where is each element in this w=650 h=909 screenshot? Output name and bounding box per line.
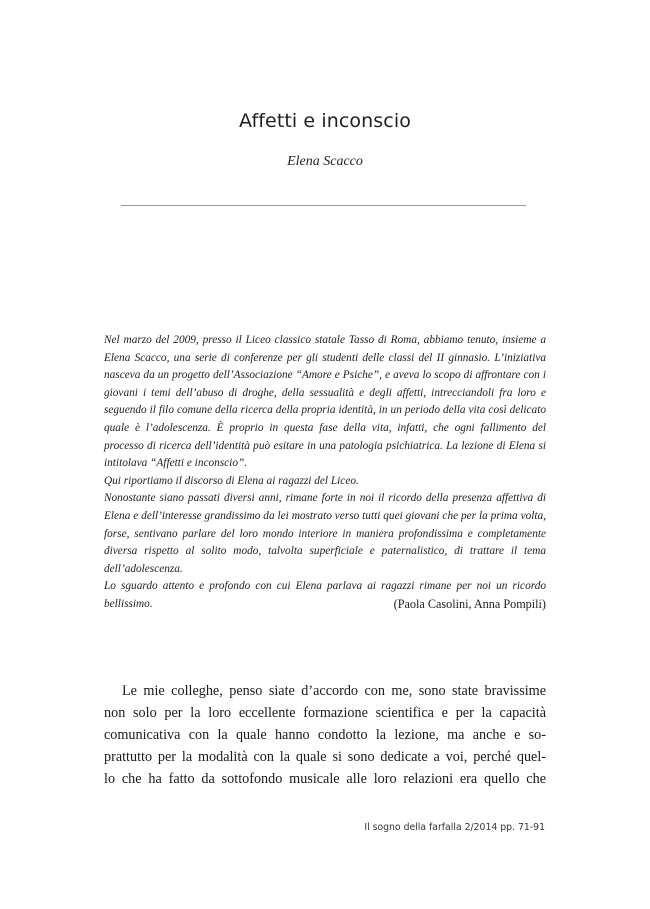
body-line: lo che ha fatto da sottofondo musicale alle loro relazioni era quello che	[104, 771, 546, 787]
body-line: Le mie colleghe, penso siate d’accordo con me, sono state bravissime	[122, 683, 546, 699]
introduction-abstract	[104, 332, 546, 614]
abstract-paragraph: Lo sguardo attento e profondo con cui Elena parlava ai ragazzi rimane per noi un ricordo bellissimo.	[104, 580, 546, 610]
abstract-paragraph: Qui riportiamo il discorso di Elena ai ragazzi del Liceo.	[104, 474, 359, 487]
abstract-signature: (Paola Casolini, Anna Pompili)	[393, 597, 546, 611]
title-divider	[121, 205, 526, 206]
abstract-paragraph: Nel marzo del 2009, presso il Liceo classico statale Tasso di Roma, abbiamo tenuto, insieme a Elena Scacco, una serie di conferenze per gli studenti delle classi del II ginnasio. L’iniziativa nasceva da un progetto dell’Associazione “Amore e Psiche”, e aveva lo scopo di affrontare con i giovani i temi dell’abuso di droghe, della sessualità e degli affetti, intrecciandoli fra loro e seguendo il filo comune della ricerca della propria identità, in un periodo della vita così delicato quale è l’adolescenza. È proprio in questa fase della vita, infatti, che ogni fallimento del processo di ricerca dell’identità può esitare in una patologia psichiatrica. La lezione di Elena si intitolava “Affetti e inconscio”.	[104, 334, 546, 470]
article-title: Affetti e inconscio	[239, 110, 411, 132]
body-line: non solo per la loro eccellente formazione scientifica e per la capacità	[104, 705, 546, 721]
abstract-paragraph: Nonostante siano passati diversi anni, rimane forte in noi il ricordo della presenza affettiva di Elena e dell’interesse grandissimo da lei mostrato verso tutti quei giovani che per la prima volta, forse, sentivano parlare del loro mondo interiore in maniera profondissima e completamente diversa rispetto al solito modo, talvolta superficiale e paternalistico, di trattare il tema dell’adolescenza.	[104, 492, 546, 575]
article-author: Elena Scacco	[287, 154, 363, 169]
journal-citation: Il sogno della farfalla 2/2014 pp. 71-91	[364, 822, 545, 833]
body-text	[104, 680, 546, 790]
body-line: prattutto per la modalità con la quale si sono dedicate a voi, perché quel-	[104, 749, 546, 765]
body-line: comunicativa con la quale hanno condotto la lezione, ma anche e so-	[104, 727, 546, 743]
